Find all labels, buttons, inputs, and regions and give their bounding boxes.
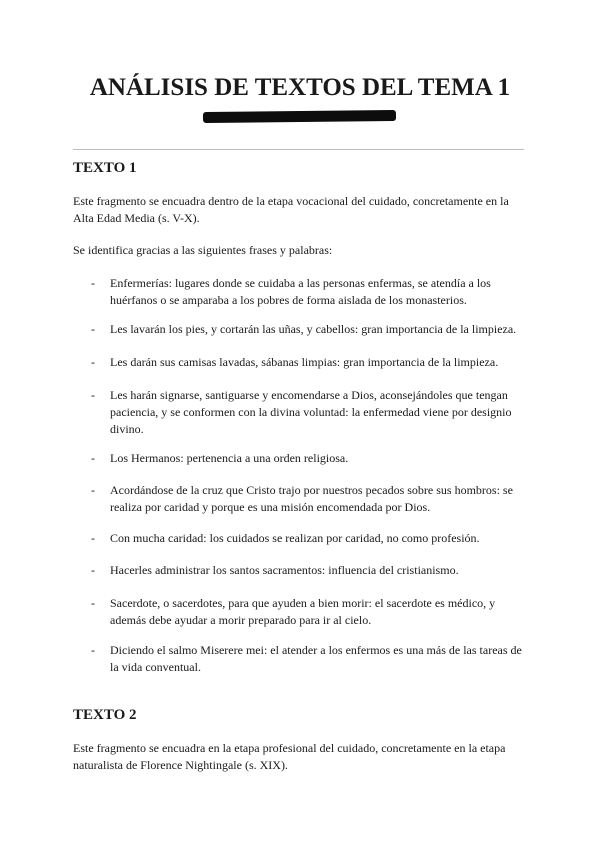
list-item-text: Enfermerías: lugares donde se cuidaba a las personas enfermas, se atendía a los huérfanos o se amparaba a los pobres de forma aislada de los monasterios. bbox=[110, 276, 491, 307]
bullet-dash: - bbox=[91, 596, 95, 610]
list-item-text: Acordándose de la cruz que Cristo trajo por nuestros pecados sobre sus hombros: se realiza por caridad y porque es una misión encomendada por Dios. bbox=[110, 483, 513, 514]
redaction-bar bbox=[203, 110, 396, 123]
bullet-dash: - bbox=[91, 531, 95, 545]
bullet-dash: - bbox=[91, 483, 95, 497]
bullet-dash: - bbox=[91, 276, 95, 290]
list-item-text: Los Hermanos: pertenencia a una orden religiosa. bbox=[110, 451, 349, 465]
paragraph-intro-texto-1: Este fragmento se encuadra dentro de la etapa vocacional del cuidado, concretamente en la Alta Edad Media (s. V-X). bbox=[73, 194, 509, 225]
list-item-text: Les darán sus camisas lavadas, sábanas limpias: gran importancia de la limpieza. bbox=[110, 355, 499, 369]
bullet-dash: - bbox=[91, 388, 95, 402]
bullet-dash: - bbox=[91, 643, 95, 657]
bullet-dash: - bbox=[91, 355, 95, 369]
section-heading-texto-2: TEXTO 2 bbox=[73, 707, 137, 723]
list-item-text: Sacerdote, o sacerdotes, para que ayuden a bien morir: el sacerdote es médico, y además debe ayudar a morir preparado para ir al cielo. bbox=[110, 596, 496, 627]
bullet-dash: - bbox=[91, 451, 95, 465]
list-item-text: Hacerles administrar los santos sacramentos: influencia del cristianismo. bbox=[110, 563, 459, 577]
bullet-dash: - bbox=[91, 563, 95, 577]
list-item-text: Con mucha caridad: los cuidados se realizan por caridad, no como profesión. bbox=[110, 531, 480, 545]
section-heading-texto-1: TEXTO 1 bbox=[73, 160, 137, 176]
list-item-text: Diciendo el salmo Miserere mei: el atender a los enfermos es una más de las tareas de la vida conventual. bbox=[110, 643, 522, 674]
section-divider bbox=[73, 149, 524, 150]
paragraph-frases-texto-1: Se identifica gracias a las siguientes frases y palabras: bbox=[73, 243, 333, 257]
list-item-text: Les lavarán los pies, y cortarán las uñas, y cabellos: gran importancia de la limpieza. bbox=[110, 322, 517, 336]
list-item-text: Les harán signarse, santiguarse y encomendarse a Dios, aconsejándoles que tengan paciencia, y se conformen con la divina voluntad: la enfermedad viene por designio divino. bbox=[110, 388, 512, 436]
document-title: ANÁLISIS DE TEXTOS DEL TEMA 1 bbox=[89, 74, 511, 101]
paragraph-intro-texto-2: Este fragmento se encuadra en la etapa profesional del cuidado, concretamente en la etapa naturalista de Florence Nightingale (s. XIX). bbox=[73, 741, 506, 772]
bullet-dash: - bbox=[91, 322, 95, 336]
